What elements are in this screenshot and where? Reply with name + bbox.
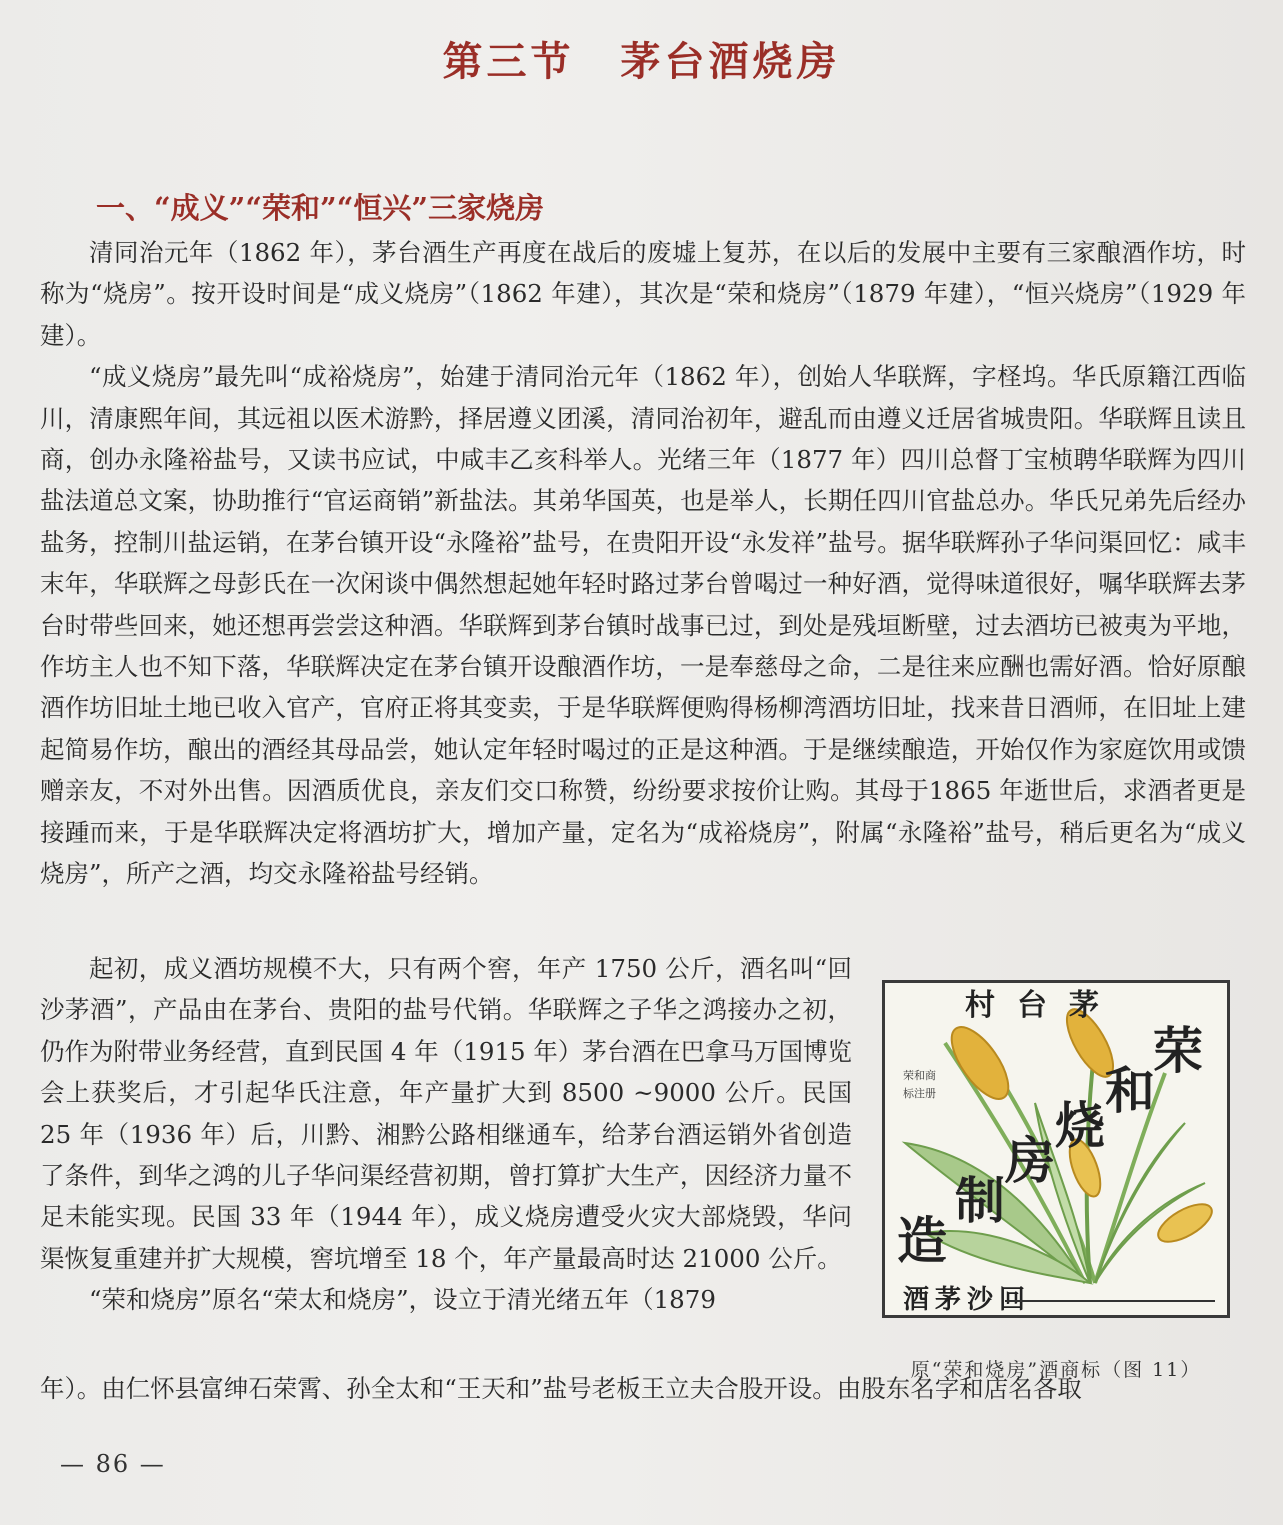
body-text xyxy=(40,232,1246,895)
paragraph-start: “荣和烧房”原名“荣太和烧房”，设立于清光绪五年（1879 xyxy=(89,1285,716,1315)
label-big-char: 和 xyxy=(1105,1061,1155,1120)
chapter-number: 第三节 xyxy=(442,38,575,85)
continued-paragraph: 年）。由仁怀县富绅石荣霄、孙全太和“王天和”盐号老板王立夫合股开设。由股东名字和店名各取 xyxy=(40,1374,1082,1403)
label-big-char: 造 xyxy=(897,1211,947,1270)
image-caption: 原“荣和烧房”酒商标（图 11） xyxy=(910,1359,1202,1381)
wrapped-paragraph xyxy=(40,948,852,1321)
label-small-text: 标注册 xyxy=(903,1087,936,1100)
chapter-title xyxy=(0,30,1283,87)
chapter-name: 茅台酒烧房 xyxy=(620,38,841,85)
label-big-char: 烧 xyxy=(1055,1096,1105,1155)
label-big-char: 荣 xyxy=(1153,1021,1203,1080)
paragraph: “成义烧房”最先叫“成裕烧房”，始建于清同治元年（1862 年），创始人华联辉，字柽坞。华氏原籍江西临川，清康熙年间，其远祖以医术游黔，择居遵义团溪，清同治初年，避乱而由遵义迁居省城贵阳。华联辉且读且商，创办永隆裕盐号，又读书应试，中咸丰乙亥科举人。光绪三年（1877 年）四川总督丁宝桢聘华联辉为四川盐法道总文案，协助推行“官运商销”新盐法。其弟华国英，也是举人，长期任四川官盐总办。华氏兄弟先后经办盐务，控制川盐运销，在茅台镇开设“永隆裕”盐号，在贵阳开设“永发祥”盐号。据华联辉孙子华问渠回忆：咸丰末年，华联辉之母彭氏在一次闲谈中偶然想起她年轻时路过茅台曾喝过一种好酒，觉得味道很好，嘱华联辉去茅台时带些回来，她还想再尝尝这种酒。华联辉到茅台镇时战事已过，到处是残垣断壁，过去酒坊已被夷为平地，作坊主人也不知下落，华联辉决定在茅台镇开设酿酒作坊，一是奉慈母之命，二是往来应酬也需好酒。恰好原酿酒作坊旧址土地已收入官产，官府正将其变卖，于是华联辉便购得杨柳湾酒坊旧址，找来昔日酒师，在旧址上建起简易作坊，酿出的酒经其母品尝，她认定年轻时喝过的正是这种酒。于是继续酿造，开始仅作为家庭饮用或馈赠亲友，不对外出售。因酒质优良，亲友们交口称赞，纷纷要求按价让购。其母于1865 年逝世后，求酒者更是接踵而来，于是华联辉决定将酒坊扩大，增加产量，定名为“成裕烧房”，附属“永隆裕”盐号，稍后更名为“成义烧房”，所产之酒，均交永隆裕盐号经销。 xyxy=(40,362,1246,889)
wine-label-illustration xyxy=(885,983,1227,1315)
label-big-char: 房 xyxy=(1005,1131,1055,1190)
paragraph: 起初，成义酒坊规模不大，只有两个窖，年产 1750 公斤，酒名叫“回沙茅酒”，产品由在茅台、贵阳的盐号代销。华联辉之子华之鸿接办之初，仍作为附带业务经营，直到民国 4 年（1915 年）茅台酒在巴拿马万国博览会上获奖后，才引起华氏注意，年产量扩大到 8500 ~9000 公斤。民国 25 年（1936 年）后，川黔、湘黔公路相继通车，给茅台酒运销外省创造了条件，到华之鸿的儿子华问渠经营初期，曾打算扩大生产，因经济力量不足未能实现。民国 33 年（1944 年），成义烧房遭受火灾大部烧毁，华问渠恢复重建并扩大规模，窖坑增至 18 个，年产量最高时达 21000 公斤。 xyxy=(40,954,852,1273)
label-top-text: 村台茅 xyxy=(965,988,1121,1023)
wine-label-image xyxy=(882,980,1230,1318)
page-number: — 86 — xyxy=(60,1450,166,1478)
label-big-char: 制 xyxy=(955,1171,1005,1230)
paragraph: 清同治元年（1862 年），茅台酒生产再度在战后的废墟上复苏，在以后的发展中主要有三家酿酒作坊，时称为“烧房”。按开设时间是“成义烧房”（1862 年建），其次是“荣和烧房”（1879 年建），“恒兴烧房”（1929 年建）。 xyxy=(40,238,1246,350)
section-title: 一、“成义”“荣和”“恒兴”三家烧房 xyxy=(96,191,545,225)
label-bottom-text: 酒茅沙回 xyxy=(903,1285,1032,1315)
label-small-text: 荣和商 xyxy=(903,1069,936,1082)
